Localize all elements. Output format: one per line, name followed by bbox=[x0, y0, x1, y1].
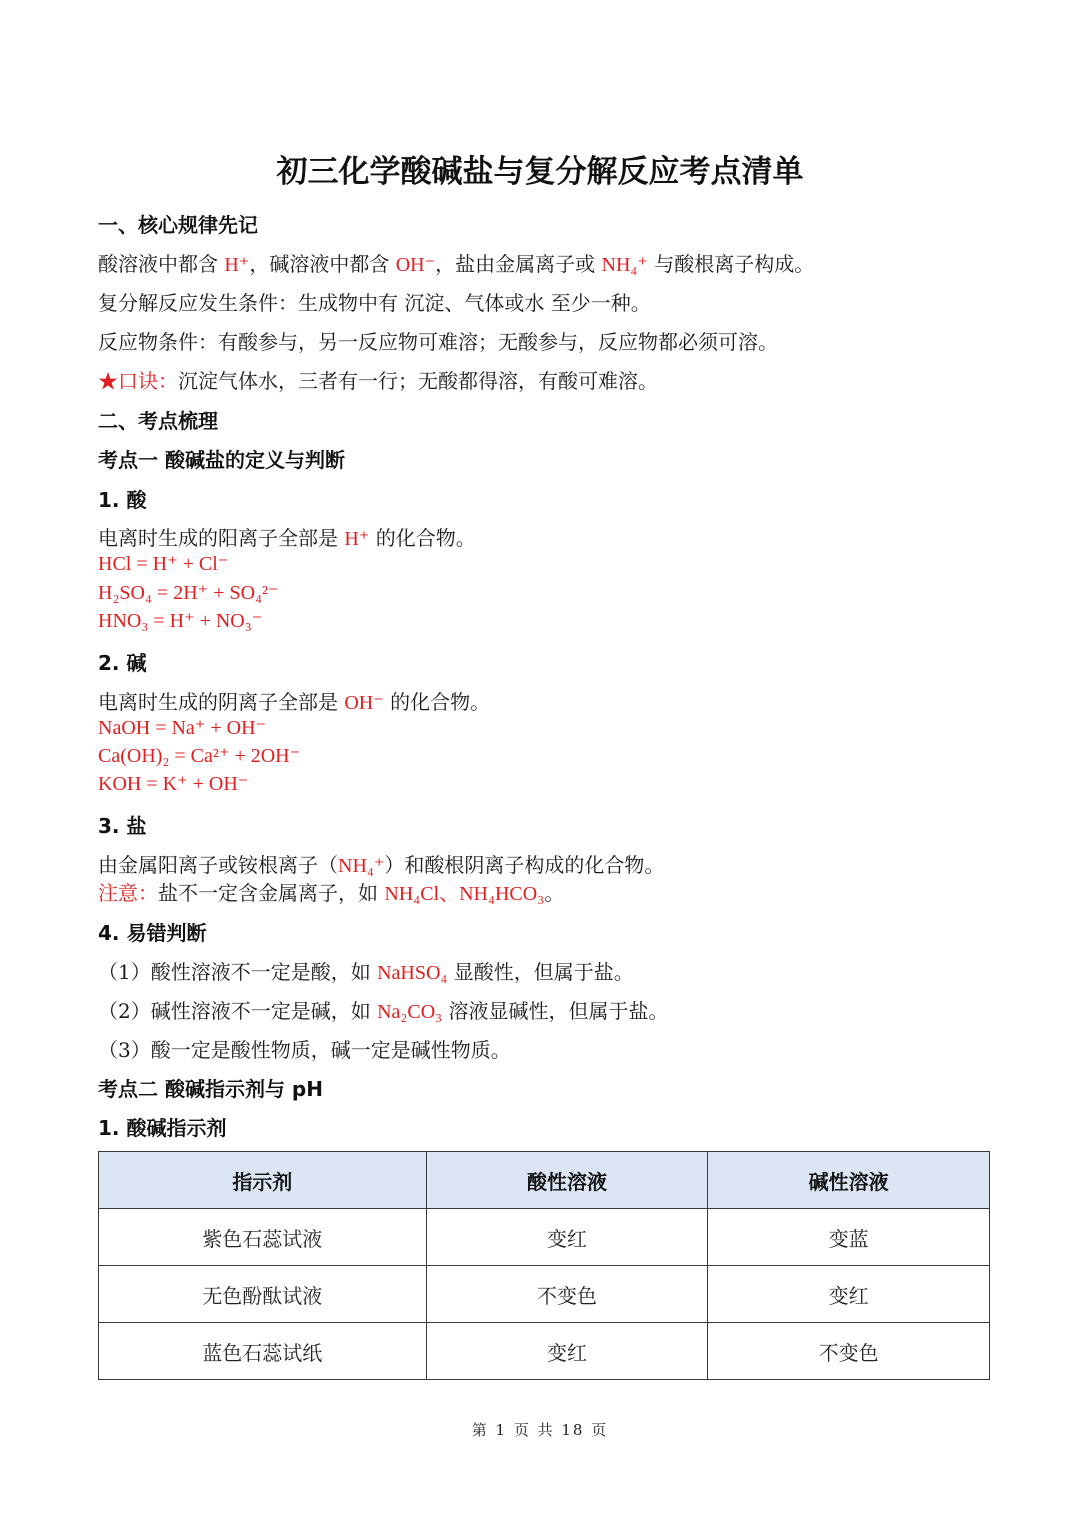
indicator-table bbox=[98, 1151, 990, 1380]
footer-total-pages: 18 bbox=[561, 1421, 585, 1439]
rule-line-1 bbox=[98, 248, 814, 277]
mistake-item-2 bbox=[98, 995, 669, 1024]
oh-ion: OH⁻ bbox=[395, 254, 436, 276]
h-ion: H⁺ bbox=[344, 528, 370, 550]
page-footer bbox=[0, 1419, 1080, 1440]
table-row bbox=[99, 1266, 990, 1323]
footer-page-number: 1 bbox=[495, 1421, 508, 1439]
table-cell: 紫色石蕊试液 bbox=[99, 1209, 427, 1266]
text: 电离时生成的阳离子全部是 bbox=[98, 526, 345, 550]
base-equation: Ca(OH)₂ = Ca²⁺ + 2OH⁻ bbox=[98, 745, 301, 767]
kp2-heading: 考点二 酸碱指示剂与 pH bbox=[98, 1077, 323, 1101]
mistake-example: NaHSO₄ bbox=[377, 962, 448, 984]
footer-mid: 页 共 bbox=[513, 1421, 555, 1439]
section-2-heading: 二、考点梳理 bbox=[98, 409, 218, 433]
text: 盐不一定含金属离子，如 bbox=[158, 881, 385, 905]
table-cell: 蓝色石蕊试纸 bbox=[99, 1323, 427, 1380]
note-example: NH₄Cl、NH₄HCO₃ bbox=[384, 883, 545, 905]
table-cell: 不变色 bbox=[426, 1266, 708, 1323]
salt-note bbox=[98, 877, 564, 906]
table-header-cell: 指示剂 bbox=[99, 1152, 427, 1209]
base-equation: KOH = K⁺ + OH⁻ bbox=[98, 773, 249, 795]
note-label: 注意： bbox=[98, 881, 158, 905]
acid-equation: H₂SO₄ = 2H⁺ + SO₄²⁻ bbox=[98, 582, 279, 604]
nh4-ion: NH₄⁺ bbox=[338, 855, 385, 877]
table-header-cell: 碱性溶液 bbox=[708, 1152, 990, 1209]
table-cell: 变红 bbox=[426, 1209, 708, 1266]
text: 显酸性，但属于盐。 bbox=[447, 960, 634, 984]
acid-definition bbox=[98, 522, 476, 551]
text: ）和酸根阴离子构成的化合物。 bbox=[384, 853, 665, 877]
mnemonic-label: ★口诀： bbox=[98, 369, 178, 393]
mistake-item-3: （3）酸一定是酸性物质，碱一定是碱性物质。 bbox=[98, 1038, 511, 1062]
table-row bbox=[99, 1209, 990, 1266]
text: 溶液显碱性，但属于盐。 bbox=[442, 999, 669, 1023]
kp1-heading: 考点一 酸碱盐的定义与判断 bbox=[98, 448, 345, 472]
section-1-heading: 一、核心规律先记 bbox=[98, 213, 258, 237]
text: 酸溶液中都含 bbox=[98, 252, 225, 276]
text: 的化合物。 bbox=[383, 690, 491, 714]
indicator-heading: 1. 酸碱指示剂 bbox=[98, 1116, 227, 1140]
page-title: 初三化学酸碱盐与复分解反应考点清单 bbox=[276, 154, 804, 190]
table-cell: 无色酚酞试液 bbox=[99, 1266, 427, 1323]
mnemonic-line bbox=[98, 365, 658, 394]
table-header-cell: 酸性溶液 bbox=[426, 1152, 708, 1209]
text: 由金属阳离子或铵根离子（ bbox=[98, 853, 338, 877]
text: （2）碱性溶液不一定是碱，如 bbox=[98, 999, 378, 1023]
mistakes-heading: 4. 易错判断 bbox=[98, 921, 207, 945]
table-cell: 不变色 bbox=[708, 1323, 990, 1380]
salt-definition bbox=[98, 849, 664, 878]
table-header-row bbox=[99, 1152, 990, 1209]
acid-heading: 1. 酸 bbox=[98, 488, 147, 512]
text: 电离时生成的阴离子全部是 bbox=[98, 690, 345, 714]
mnemonic-text: 沉淀气体水，三者有一行；无酸都得溶，有酸可难溶。 bbox=[178, 369, 658, 393]
mistake-example: Na₂CO₃ bbox=[377, 1001, 443, 1023]
acid-equation: HCl = H⁺ + Cl⁻ bbox=[98, 553, 229, 575]
text: 。 bbox=[544, 881, 565, 905]
acid-equation: HNO₃ = H⁺ + NO₃⁻ bbox=[98, 610, 263, 632]
salt-heading: 3. 盐 bbox=[98, 814, 147, 838]
text: 与酸根离子构成。 bbox=[647, 252, 815, 276]
h-ion: H⁺ bbox=[224, 254, 250, 276]
oh-ion: OH⁻ bbox=[344, 692, 384, 714]
table-cell: 变蓝 bbox=[708, 1209, 990, 1266]
footer-suffix: 页 bbox=[591, 1421, 609, 1439]
footer-prefix: 第 bbox=[471, 1421, 489, 1439]
text: （1）酸性溶液不一定是酸，如 bbox=[98, 960, 378, 984]
base-heading: 2. 碱 bbox=[98, 651, 147, 675]
mistake-item-1 bbox=[98, 956, 634, 985]
text: ，碱溶液中都含 bbox=[249, 252, 396, 276]
base-equation: NaOH = Na⁺ + OH⁻ bbox=[98, 717, 267, 739]
rule-line-3: 反应物条件：有酸参与，另一反应物可难溶；无酸参与，反应物都必须可溶。 bbox=[98, 330, 778, 354]
text: ，盐由金属离子或 bbox=[435, 252, 602, 276]
text: 的化合物。 bbox=[369, 526, 476, 550]
nh4-ion: NH₄⁺ bbox=[601, 254, 648, 276]
rule-line-2: 复分解反应发生条件：生成物中有 沉淀、气体或水 至少一种。 bbox=[98, 291, 651, 315]
table-row bbox=[99, 1323, 990, 1380]
table-cell: 变红 bbox=[708, 1266, 990, 1323]
table-cell: 变红 bbox=[426, 1323, 708, 1380]
base-definition bbox=[98, 686, 490, 715]
